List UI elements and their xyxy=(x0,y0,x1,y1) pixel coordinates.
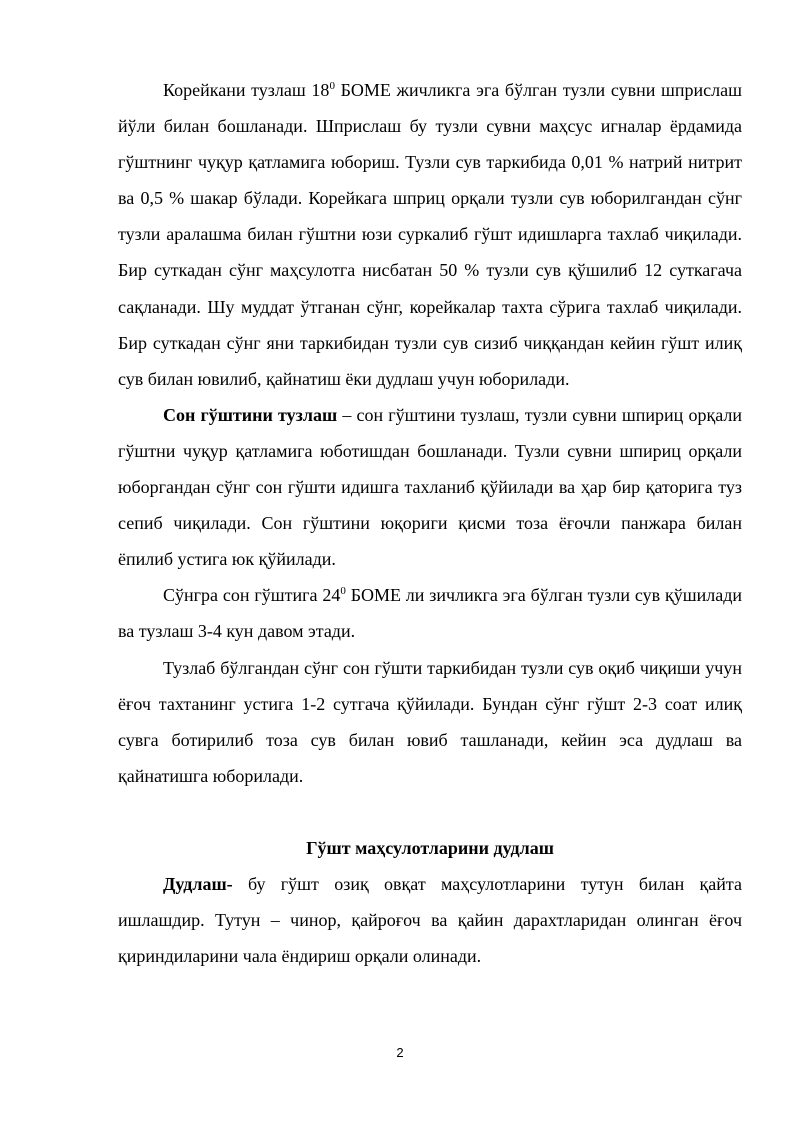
term-ham-salting: Сон гўштини тузлаш xyxy=(163,404,338,425)
paragraph-korejka-salting xyxy=(118,72,742,397)
term-smoking: Дудлаш- xyxy=(163,873,233,894)
paragraph-text: БОМЕ жичликга эга бўлган тузли сувни шприслаш йўли билан бошланади. Шприслаш бу тузли сувни маҳсус игналар ёрдамида гўштнинг чуқур қатламига юбориш. Тузли сув таркибида 0,01 % натрий нитрит ва 0,5 % шакар бўлади. Корейкага шприц орқали тузли сув юборилгандан сўнг тузли аралашма билан гўштни юзи суркалиб гўшт идишларга тахлаб чиқилади. Бир суткадан сўнг маҳсулотга нисбатан 50 % тузли сув қўшилиб 12 суткагача сақланади. Шу муддат ўтганан сўнг, корейкалар тахта сўрига тахлаб чиқилади. Бир суткадан сўнг яни таркибидан тузли сув сизиб чиққандан кейин гўшт илиқ сув билан ювилиб, қайнатиш ёки дудлаш учун юборилади. xyxy=(118,80,742,389)
paragraph-brine-addition xyxy=(118,577,742,649)
paragraph-text: – сон гўштини тузлаш, тузли сувни шпириц орқали гўштни чуқур қатламига юботишдан бошланади. Тузли сувни шпириц орқали юборгандан сўнг сон гўшти идишга тахланиб қўйилади ва ҳар бир қаторига туз сепиб чиқилади. Сон гўштини юқориги қисми тоза ёғочли панжара билан ёпилиб устига юк қўйилади. xyxy=(118,404,742,570)
page-number: 2 xyxy=(396,1045,404,1060)
section-heading: Гўшт маҳсулотларини дудлаш xyxy=(306,837,554,858)
document-page xyxy=(118,72,742,974)
paragraph-text: Сўнгра сон гўштига 24 xyxy=(163,585,341,606)
degree-superscript: 0 xyxy=(329,80,335,92)
paragraph-smoking-definition xyxy=(118,866,742,974)
paragraph-text: БОМЕ ли зичликга эга бўлган тузли сув қўшилади ва тузлаш 3-4 кун давом этади. xyxy=(118,585,742,642)
paragraph-text: Корейкани тузлаш 18 xyxy=(163,80,330,100)
degree-superscript: 0 xyxy=(340,585,346,598)
paragraph-after-salting xyxy=(118,650,742,794)
paragraph-text: Тузлаб бўлгандан сўнг сон гўшти таркибидан тузли сув оқиб чиқиши учун ёғоч тахтанинг устига 1-2 сутгача қўйилади. Бундан сўнг гўшт 2-3 соат илиқ сувга ботирилиб тоза сув билан ювиб ташланади, кейин эса дудлаш ва қайнатишга юборилади. xyxy=(118,657,742,786)
paragraph-text: бу гўшт озиқ овқат маҳсулотларини тутун билан қайта ишлашдир. Тутун – чинор, қайроғоч ва қайин дарахтларидан олинган ёғоч қириндиларини чала ёндириш орқали олинади. xyxy=(118,873,742,967)
paragraph-ham-salting xyxy=(118,397,742,577)
